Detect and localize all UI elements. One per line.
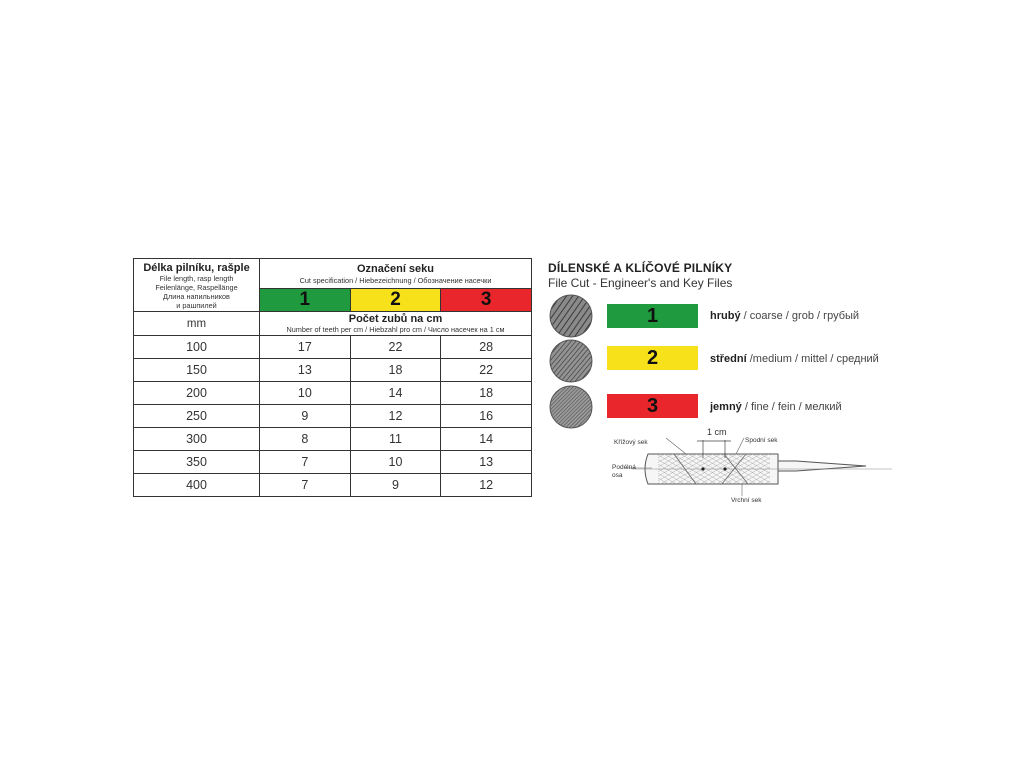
table-body xyxy=(134,336,532,497)
table-row xyxy=(134,382,532,405)
diagram-point-1 xyxy=(701,467,704,470)
cut-1-teeth-cell: 13 xyxy=(260,359,351,382)
diagram-point-2 xyxy=(723,467,726,470)
cut-3-teeth-cell: 13 xyxy=(441,451,532,474)
length-cell: 400 xyxy=(134,474,260,497)
cut-2-teeth-cell: 12 xyxy=(350,405,441,428)
length-header-de: Feilenlänge, Raspellänge xyxy=(155,283,238,292)
length-cell: 150 xyxy=(134,359,260,382)
table-row xyxy=(134,359,532,382)
grade-1-label-rest: / coarse / grob / грубый xyxy=(740,310,860,322)
cut-3-cell: 3 xyxy=(441,288,532,311)
coarse-file-texture-icon xyxy=(549,294,593,338)
longitudinal-axis-label-1: Podélná xyxy=(612,464,636,471)
length-cell: 250 xyxy=(134,405,260,428)
cut-2-teeth-cell: 9 xyxy=(350,474,441,497)
cut-3-teeth-cell: 14 xyxy=(441,428,532,451)
medium-file-texture-icon xyxy=(549,339,593,383)
cut-1-cell: 1 xyxy=(260,288,351,311)
table-row xyxy=(134,451,532,474)
panel-title: DÍLENSKÉ A KLÍČOVÉ PILNÍKY xyxy=(548,261,733,275)
cut-1-teeth-cell: 7 xyxy=(260,474,351,497)
cut-2-teeth-cell: 18 xyxy=(350,359,441,382)
grade-1-label-bold: hrubý xyxy=(710,310,741,322)
cut-2-teeth-cell: 22 xyxy=(350,336,441,359)
cut-3-teeth-cell: 18 xyxy=(441,382,532,405)
teeth-header-cell xyxy=(260,312,532,336)
cut-2-cell: 2 xyxy=(350,288,441,311)
unit-cell: mm xyxy=(134,312,260,336)
longitudinal-axis-label-2: osa xyxy=(612,472,623,479)
grade-3-label-bold: jemný xyxy=(710,401,742,413)
teeth-header-title: Počet zubů na cm xyxy=(348,312,443,325)
table-row xyxy=(134,428,532,451)
grade-2-label xyxy=(710,353,879,365)
cut-2-teeth-cell: 10 xyxy=(350,451,441,474)
cut-3-teeth-cell: 22 xyxy=(441,359,532,382)
one-cm-label: 1 cm xyxy=(707,427,727,437)
length-cell: 300 xyxy=(134,428,260,451)
cut-1-teeth-cell: 10 xyxy=(260,382,351,405)
grade-2-box: 2 xyxy=(607,346,698,370)
grade-3-label-rest: / fine / fein / мелкий xyxy=(741,401,842,413)
grade-3-box: 3 xyxy=(607,394,698,418)
grade-2-label-bold: střední xyxy=(710,353,747,365)
cut-1-teeth-cell: 7 xyxy=(260,451,351,474)
length-cell: 200 xyxy=(134,382,260,405)
teeth-header-row xyxy=(134,312,532,336)
length-header-en: File length, rasp length xyxy=(159,274,234,283)
top-cut-label: Vrchní sek xyxy=(731,497,762,504)
grade-3-label xyxy=(710,401,842,413)
grade-1-label xyxy=(710,310,859,322)
cut-1-teeth-cell: 8 xyxy=(260,428,351,451)
cut-header-subtitle: Cut specification / Hiebezeichnung / Обозначение насечки xyxy=(299,275,492,285)
cut-header-title: Označení seku xyxy=(356,262,435,275)
cut-1-teeth-cell: 9 xyxy=(260,405,351,428)
table-header-row xyxy=(134,259,532,289)
length-cell: 350 xyxy=(134,451,260,474)
cut-3-teeth-cell: 16 xyxy=(441,405,532,428)
table-row xyxy=(134,336,532,359)
teeth-header-subtitle: Number of teeth per cm / Hiebzahl pro cm / Число насечек на 1 см xyxy=(286,324,505,334)
panel-subtitle: File Cut - Engineer's and Key Files xyxy=(548,276,733,290)
length-header-title: Délka pilníku, rašple xyxy=(143,262,250,274)
length-cell: 100 xyxy=(134,336,260,359)
file-cut-table xyxy=(133,258,532,497)
grade-2-label-rest: /medium / mittel / средний xyxy=(746,353,879,365)
grade-1-box: 1 xyxy=(607,304,698,328)
cross-cut-label: Křížový sek xyxy=(614,439,648,446)
table-row xyxy=(134,474,532,497)
cut-2-teeth-cell: 14 xyxy=(350,382,441,405)
cut-3-teeth-cell: 28 xyxy=(441,336,532,359)
bottom-cut-label: Spodní sek xyxy=(745,437,778,444)
cut-1-teeth-cell: 17 xyxy=(260,336,351,359)
length-header-cell xyxy=(134,259,260,312)
fine-file-texture-icon xyxy=(549,385,593,429)
length-header-ru1: Длина напильников xyxy=(163,292,230,301)
length-header-ru2: и рашпилей xyxy=(176,301,217,310)
table-row xyxy=(134,405,532,428)
cut-2-teeth-cell: 11 xyxy=(350,428,441,451)
cut-header-cell xyxy=(260,259,532,289)
cut-3-teeth-cell: 12 xyxy=(441,474,532,497)
